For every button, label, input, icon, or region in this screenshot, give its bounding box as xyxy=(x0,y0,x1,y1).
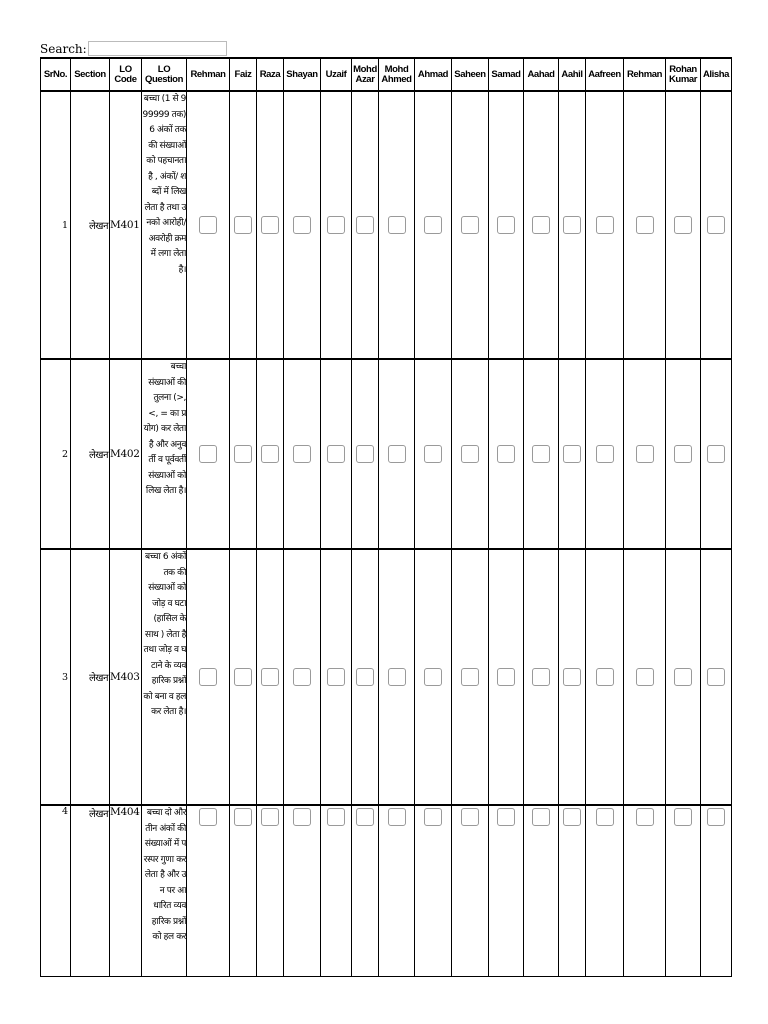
table-row xyxy=(41,805,732,977)
student-cell xyxy=(352,91,379,359)
student-cell xyxy=(284,805,321,977)
student-checkbox[interactable] xyxy=(199,668,217,686)
student-checkbox[interactable] xyxy=(234,668,252,686)
student-checkbox[interactable] xyxy=(356,808,374,826)
student-checkbox[interactable] xyxy=(424,808,442,826)
lo-assessment-table xyxy=(40,57,732,977)
student-checkbox[interactable] xyxy=(563,445,581,463)
student-checkbox[interactable] xyxy=(424,445,442,463)
student-cell xyxy=(624,805,666,977)
student-cell xyxy=(352,359,379,549)
student-cell xyxy=(489,91,524,359)
student-cell xyxy=(489,549,524,805)
column-header[interactable]: Mohd Azar xyxy=(352,58,379,91)
column-header[interactable]: Rehman xyxy=(187,58,230,91)
student-cell xyxy=(524,549,559,805)
lo-question-cell: बच्चा दो और तीन अंकों की संख्याओं में परस्पर गुणा कर लेता है और उन पर आधारित व्यवहारिक प्रश्नों को हल कर xyxy=(142,805,187,977)
student-cell xyxy=(489,805,524,977)
student-checkbox[interactable] xyxy=(532,216,550,234)
student-checkbox[interactable] xyxy=(707,216,725,234)
student-checkbox[interactable] xyxy=(707,808,725,826)
srno-cell: 2 xyxy=(41,359,71,549)
table-row xyxy=(41,549,732,805)
student-cell xyxy=(230,91,257,359)
student-checkbox[interactable] xyxy=(636,808,654,826)
student-checkbox[interactable] xyxy=(234,445,252,463)
student-cell xyxy=(257,549,284,805)
student-checkbox[interactable] xyxy=(636,216,654,234)
column-header[interactable]: Mohd Ahmed xyxy=(379,58,415,91)
student-checkbox[interactable] xyxy=(388,668,406,686)
search-bar xyxy=(40,41,227,56)
student-cell xyxy=(586,91,624,359)
column-header[interactable]: Raza xyxy=(257,58,284,91)
search-input[interactable] xyxy=(88,41,227,56)
lo-code-cell: M402 xyxy=(110,359,142,549)
student-checkbox[interactable] xyxy=(596,808,614,826)
section-cell: लेखन xyxy=(71,91,110,359)
student-checkbox[interactable] xyxy=(674,668,692,686)
student-cell xyxy=(284,359,321,549)
student-cell xyxy=(701,91,732,359)
student-checkbox[interactable] xyxy=(707,668,725,686)
student-cell xyxy=(321,359,352,549)
column-header[interactable]: Aahil xyxy=(559,58,586,91)
student-cell xyxy=(321,549,352,805)
student-cell xyxy=(230,359,257,549)
student-cell xyxy=(701,805,732,977)
student-checkbox[interactable] xyxy=(327,808,345,826)
student-checkbox[interactable] xyxy=(497,216,515,234)
student-cell xyxy=(452,359,489,549)
student-checkbox[interactable] xyxy=(261,216,279,234)
student-checkbox[interactable] xyxy=(497,668,515,686)
column-header[interactable]: Samad xyxy=(489,58,524,91)
table-row xyxy=(41,91,732,359)
student-checkbox[interactable] xyxy=(293,445,311,463)
student-checkbox[interactable] xyxy=(596,216,614,234)
student-cell xyxy=(452,805,489,977)
student-cell xyxy=(624,91,666,359)
student-cell xyxy=(187,91,230,359)
student-checkbox[interactable] xyxy=(293,668,311,686)
student-cell xyxy=(415,549,452,805)
section-cell: लेखन xyxy=(71,359,110,549)
column-header[interactable]: Alisha xyxy=(701,58,732,91)
student-cell xyxy=(415,805,452,977)
student-checkbox[interactable] xyxy=(563,808,581,826)
student-checkbox[interactable] xyxy=(261,808,279,826)
column-header[interactable]: Ahmad xyxy=(415,58,452,91)
student-cell xyxy=(187,549,230,805)
student-checkbox[interactable] xyxy=(497,808,515,826)
student-checkbox[interactable] xyxy=(596,445,614,463)
student-cell xyxy=(230,549,257,805)
student-checkbox[interactable] xyxy=(636,445,654,463)
lo-code-cell: M404 xyxy=(110,805,142,977)
student-checkbox[interactable] xyxy=(356,668,374,686)
student-checkbox[interactable] xyxy=(461,445,479,463)
student-checkbox[interactable] xyxy=(461,668,479,686)
student-cell xyxy=(586,549,624,805)
srno-cell: 1 xyxy=(41,91,71,359)
student-cell xyxy=(559,359,586,549)
student-checkbox[interactable] xyxy=(497,445,515,463)
student-checkbox[interactable] xyxy=(532,808,550,826)
student-cell xyxy=(666,805,701,977)
student-checkbox[interactable] xyxy=(461,216,479,234)
student-cell xyxy=(524,359,559,549)
column-header[interactable]: Faiz xyxy=(230,58,257,91)
student-checkbox[interactable] xyxy=(424,668,442,686)
student-checkbox[interactable] xyxy=(596,668,614,686)
student-cell xyxy=(559,91,586,359)
search-label: Search: xyxy=(40,41,87,56)
student-checkbox[interactable] xyxy=(461,808,479,826)
student-cell xyxy=(452,91,489,359)
student-checkbox[interactable] xyxy=(532,445,550,463)
student-checkbox[interactable] xyxy=(293,808,311,826)
student-cell xyxy=(586,359,624,549)
student-checkbox[interactable] xyxy=(388,445,406,463)
column-header[interactable]: SrNo. xyxy=(41,58,71,91)
student-checkbox[interactable] xyxy=(327,216,345,234)
student-cell xyxy=(624,549,666,805)
lo-question-cell: बच्चा (1 से 999999 तक) 6 अंकों तक की संख्याओं को पहचानता है , अंकों/ शब्दों में लिख लेता है तथा उनको आरोही/ अवरोही क्रम में लगा लेता है। xyxy=(142,91,187,359)
column-header[interactable]: Rohan Kumar xyxy=(666,58,701,91)
column-header[interactable]: Aafreen xyxy=(586,58,624,91)
header-row xyxy=(41,58,732,91)
student-cell xyxy=(586,805,624,977)
student-cell xyxy=(257,805,284,977)
student-cell xyxy=(624,359,666,549)
student-cell xyxy=(257,359,284,549)
column-header[interactable]: LO Question xyxy=(142,58,187,91)
student-checkbox[interactable] xyxy=(199,808,217,826)
column-header[interactable]: Rehman xyxy=(624,58,666,91)
student-cell xyxy=(284,549,321,805)
student-cell xyxy=(701,359,732,549)
student-cell xyxy=(379,549,415,805)
student-checkbox[interactable] xyxy=(532,668,550,686)
student-cell xyxy=(415,359,452,549)
student-checkbox[interactable] xyxy=(261,445,279,463)
section-cell: लेखन xyxy=(71,805,110,977)
student-checkbox[interactable] xyxy=(327,445,345,463)
column-header[interactable]: Shayan xyxy=(284,58,321,91)
student-cell xyxy=(284,91,321,359)
student-cell xyxy=(489,359,524,549)
student-checkbox[interactable] xyxy=(563,668,581,686)
lo-question-cell: बच्चा 6 अंकों तक की संख्याओं को जोड़ व घटा (हासिल के साथ ) लेता है तथा जोड़ व घटाने के व्यवहारिक प्रश्नों को बना व हल कर लेता है। xyxy=(142,549,187,805)
student-checkbox[interactable] xyxy=(261,668,279,686)
student-checkbox[interactable] xyxy=(199,216,217,234)
student-cell xyxy=(452,549,489,805)
student-checkbox[interactable] xyxy=(424,216,442,234)
student-checkbox[interactable] xyxy=(707,445,725,463)
student-cell xyxy=(559,805,586,977)
student-cell xyxy=(379,359,415,549)
srno-cell: 3 xyxy=(41,549,71,805)
student-checkbox[interactable] xyxy=(674,445,692,463)
column-header[interactable]: Aahad xyxy=(524,58,559,91)
student-cell xyxy=(257,91,284,359)
student-cell xyxy=(187,805,230,977)
student-checkbox[interactable] xyxy=(674,808,692,826)
student-cell xyxy=(321,91,352,359)
student-cell xyxy=(230,805,257,977)
student-checkbox[interactable] xyxy=(356,216,374,234)
student-checkbox[interactable] xyxy=(563,216,581,234)
srno-cell: 4 xyxy=(41,805,71,977)
student-cell xyxy=(379,805,415,977)
student-cell xyxy=(524,91,559,359)
column-header[interactable]: Saheen xyxy=(452,58,489,91)
student-cell xyxy=(352,805,379,977)
column-header[interactable]: LO Code xyxy=(110,58,142,91)
student-cell xyxy=(559,549,586,805)
student-checkbox[interactable] xyxy=(199,445,217,463)
student-cell xyxy=(666,549,701,805)
student-checkbox[interactable] xyxy=(356,445,374,463)
column-header[interactable]: Uzaif xyxy=(321,58,352,91)
student-cell xyxy=(321,805,352,977)
student-checkbox[interactable] xyxy=(327,668,345,686)
student-checkbox[interactable] xyxy=(388,808,406,826)
column-header[interactable]: Section xyxy=(71,58,110,91)
table-row xyxy=(41,359,732,549)
student-checkbox[interactable] xyxy=(674,216,692,234)
student-checkbox[interactable] xyxy=(234,216,252,234)
student-cell xyxy=(666,91,701,359)
student-cell xyxy=(415,91,452,359)
student-checkbox[interactable] xyxy=(388,216,406,234)
student-cell xyxy=(379,91,415,359)
student-checkbox[interactable] xyxy=(234,808,252,826)
lo-code-cell: M401 xyxy=(110,91,142,359)
student-checkbox[interactable] xyxy=(293,216,311,234)
student-checkbox[interactable] xyxy=(636,668,654,686)
student-cell xyxy=(666,359,701,549)
student-cell xyxy=(352,549,379,805)
lo-code-cell: M403 xyxy=(110,549,142,805)
student-cell xyxy=(187,359,230,549)
student-cell xyxy=(524,805,559,977)
student-cell xyxy=(701,549,732,805)
lo-question-cell: बच्चा संख्याओं की तुलना (>, <, = का प्रयोग) कर लेता है और अनुवर्ती व पूर्ववर्ती संख्याओं को लिख लेता है। xyxy=(142,359,187,549)
section-cell: लेखन xyxy=(71,549,110,805)
